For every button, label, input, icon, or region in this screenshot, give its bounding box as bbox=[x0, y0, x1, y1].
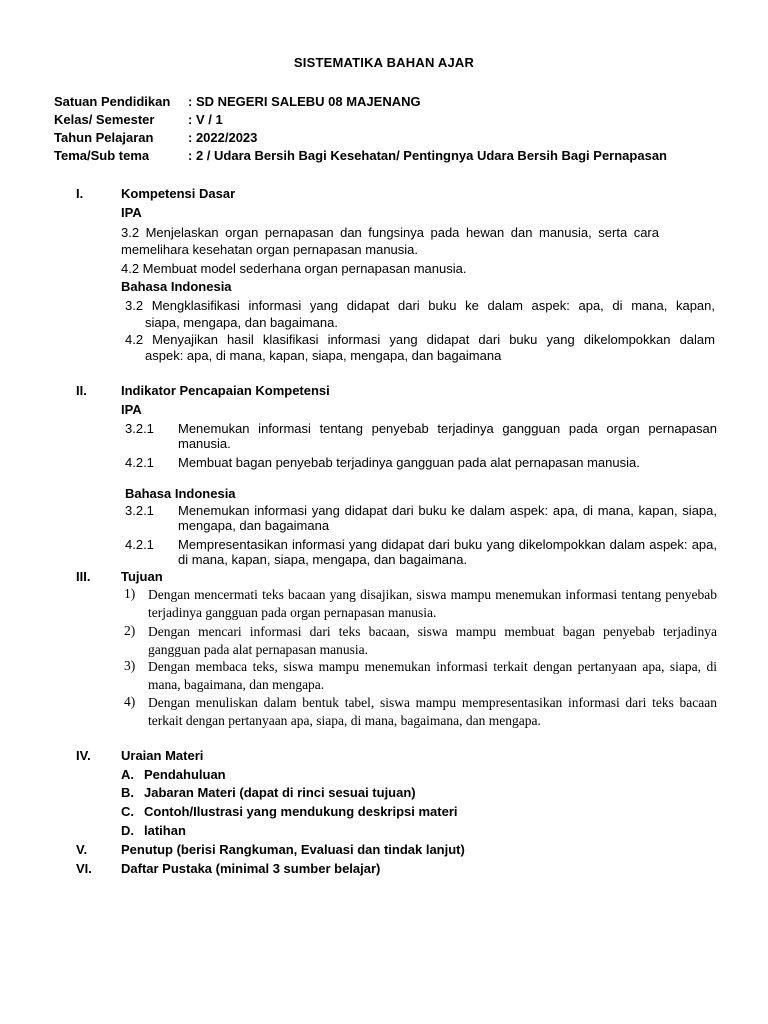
identity-value: : 2 / Udara Bersih Bagi Kesehatan/ Pentingnya Udara Bersih Bagi Pernapasan bbox=[188, 148, 667, 163]
material-letter: A. bbox=[121, 767, 134, 782]
section-number: IV. bbox=[76, 748, 91, 763]
section-heading: Uraian Materi bbox=[121, 748, 204, 763]
material-letter: B. bbox=[121, 785, 134, 800]
material-letter: D. bbox=[121, 823, 134, 838]
kd-bi-4-2-line2: aspek: apa, di mana, kapan, siapa, mengapa, dan bagaimana bbox=[145, 348, 502, 363]
indicator-text: Menemukan informasi yang didapat dari buku ke dalam aspek: apa, di mana, kapan, siapa, mengapa, dan bagaimana bbox=[178, 503, 717, 533]
identity-label: Tahun Pelajaran bbox=[54, 130, 154, 145]
material-item: Pendahuluan bbox=[144, 767, 226, 782]
indicator-code: 4.2.1 bbox=[125, 537, 154, 552]
section-heading: Daftar Pustaka (minimal 3 sumber belajar) bbox=[121, 861, 381, 876]
identity-label: Tema/Sub tema bbox=[54, 148, 150, 163]
identity-value: : SD NEGERI SALEBU 08 MAJENANG bbox=[188, 94, 421, 109]
goal-number: 3) bbox=[124, 658, 136, 673]
indicator-code: 3.2.1 bbox=[125, 421, 154, 436]
kd-ipa-3-2: 3.2 Menjelaskan organ pernapasan dan fungsinya pada hewan dan manusia, serta cara memelihara kesehatan organ pernapasan manusia. bbox=[121, 225, 659, 257]
indicator-text: Mempresentasikan informasi yang didapat dari buku yang dikelompokkan dalam aspek: apa, di mana, kapan, siapa, mengapa, dan bagaimana. bbox=[178, 537, 717, 567]
section-heading: Kompetensi Dasar bbox=[121, 186, 236, 201]
section-number: VI. bbox=[76, 861, 92, 876]
goal-number: 2) bbox=[124, 623, 136, 638]
goal-number: 4) bbox=[124, 694, 136, 709]
goal-number: 1) bbox=[124, 586, 136, 601]
indicator-code: 3.2.1 bbox=[125, 503, 154, 518]
subject-heading-ipa: IPA bbox=[121, 402, 142, 417]
section-number: I. bbox=[76, 186, 84, 201]
kd-bi-4-2-line1: 4.2 Menyajikan hasil klasifikasi informasi yang didapat dari buku yang dikelompokkan dalam bbox=[125, 332, 715, 347]
goal-text: Dengan mencermati teks bacaan yang disajikan, siswa mampu menemukan informasi tentang penyebab terjadinya gangguan pada organ pernapasan manusia. bbox=[148, 587, 717, 620]
identity-value: : 2022/2023 bbox=[188, 130, 258, 145]
identity-value: : V / 1 bbox=[188, 112, 223, 127]
indicator-code: 4.2.1 bbox=[125, 455, 154, 470]
kd-bi-3-2-line2: siapa, mengapa, dan bagaimana. bbox=[145, 315, 338, 330]
material-letter: C. bbox=[121, 804, 134, 819]
section-heading: Penutup (berisi Rangkuman, Evaluasi dan tindak lanjut) bbox=[121, 842, 465, 857]
section-number: V. bbox=[76, 842, 88, 857]
identity-label: Satuan Pendidikan bbox=[54, 94, 171, 109]
identity-label: Kelas/ Semester bbox=[54, 112, 155, 127]
goal-text: Dengan mencari informasi dari teks bacaan, siswa mampu membuat bagan penyebab terjadinya gangguan pada alat pernapasan manusia. bbox=[148, 624, 717, 657]
indicator-text: Menemukan informasi tentang penyebab terjadinya gangguan pada organ pernapasan manusia. bbox=[178, 421, 717, 451]
indicator-text: Membuat bagan penyebab terjadinya gangguan pada alat pernapasan manusia. bbox=[178, 455, 640, 470]
section-heading: Indikator Pencapaian Kompetensi bbox=[121, 383, 330, 398]
material-item: Jabaran Materi (dapat di rinci sesuai tujuan) bbox=[144, 785, 416, 800]
material-item: latihan bbox=[144, 823, 186, 838]
section-number: II. bbox=[76, 383, 87, 398]
kd-ipa-4-2: 4.2 Membuat model sederhana organ pernapasan manusia. bbox=[121, 261, 467, 276]
document-title: SISTEMATIKA BAHAN AJAR bbox=[293, 55, 475, 70]
subject-heading-ipa: IPA bbox=[121, 205, 142, 220]
kd-bi-3-2-line1: 3.2 Mengklasifikasi informasi yang didapat dari buku ke dalam aspek: apa, di mana, kapan, bbox=[125, 298, 715, 313]
material-item: Contoh/Ilustrasi yang mendukung deskripsi materi bbox=[144, 804, 458, 819]
goal-text: Dengan membaca teks, siswa mampu menemukan informasi terkait dengan pertanyaan apa, siapa, di mana, bagaimana, dan mengapa. bbox=[148, 659, 717, 692]
subject-heading-bi: Bahasa Indonesia bbox=[125, 486, 236, 501]
subject-heading-bi: Bahasa Indonesia bbox=[121, 279, 232, 294]
section-number: III. bbox=[76, 569, 91, 584]
goal-text: Dengan menuliskan dalam bentuk tabel, siswa mampu mempresentasikan informasi dari teks bacaan terkait dengan pertanyaan apa, siapa, di mana, bagaimana, dan mengapa. bbox=[148, 695, 717, 728]
section-heading: Tujuan bbox=[121, 569, 163, 584]
